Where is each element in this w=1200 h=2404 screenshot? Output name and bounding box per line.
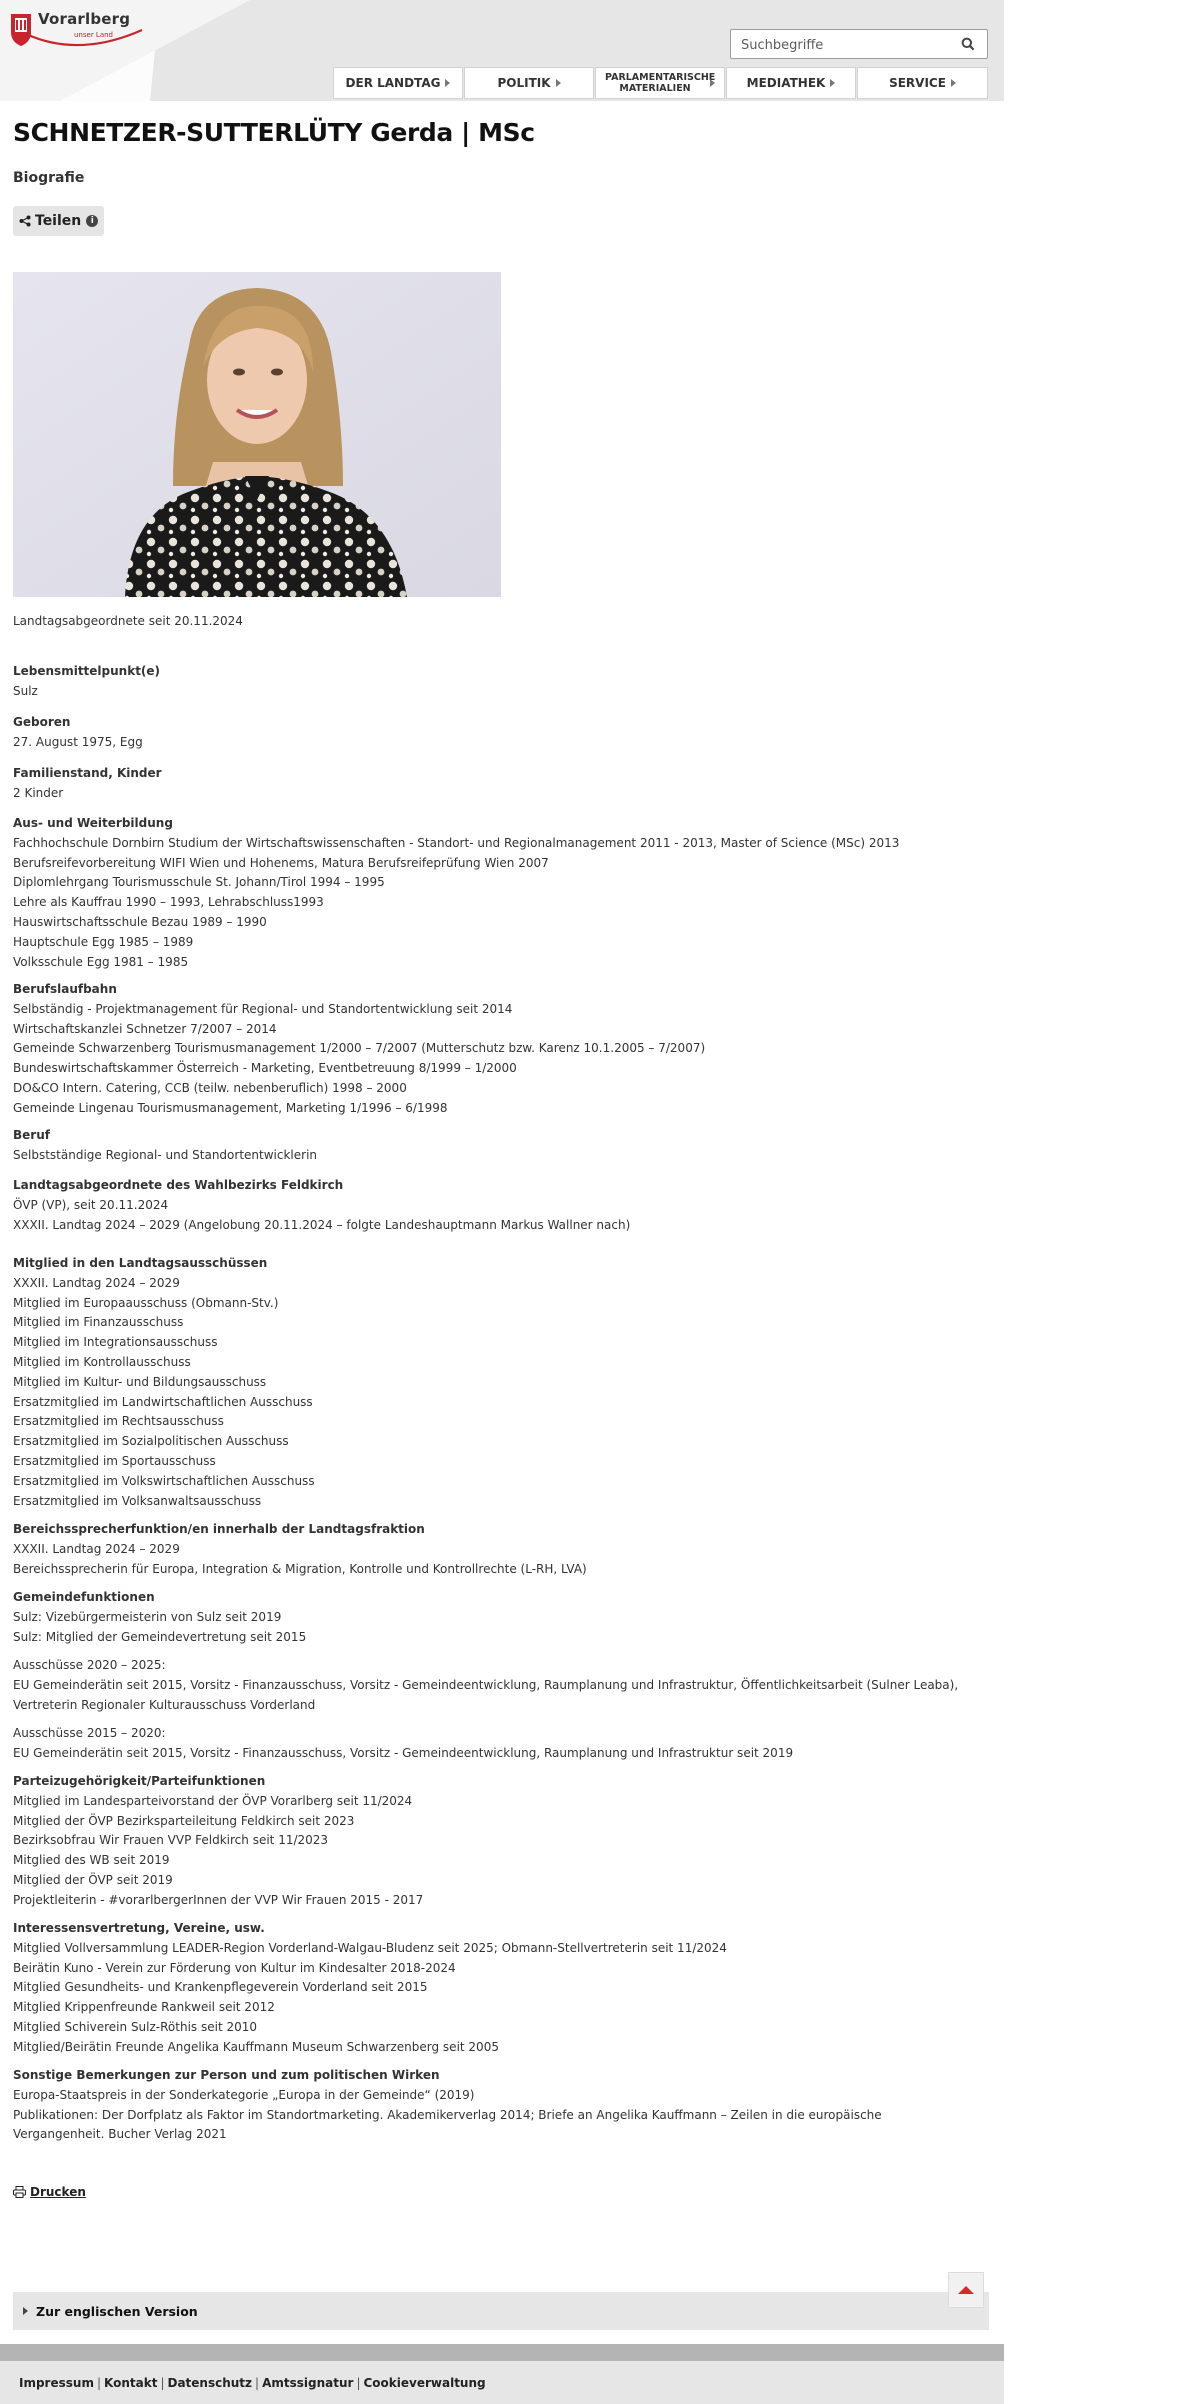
vorarlberg-logo[interactable] [8,8,148,54]
bio-geboren: Geboren 27. August 1975, Egg [13,715,143,749]
print-link[interactable] [13,2185,86,2199]
portrait-image [13,272,501,597]
bio-wahlbezirk: Landtagsabgeordnete des Wahlbezirks Feldkirch ÖVP (VP), seit 20.11.2024 XXXII. Landtag 2024 – 2029 (Angelobung 20.11.2024 – folgte Landeshauptmann Markus Wallner nach) [13,1178,631,1232]
bio-ausbildung: Aus- und Weiterbildung Fachhochschule Dornbirn Studium der Wirtschaftswissenschaften - Standort- und Regionalmanagement 2011 - 2013, Master of Science (MSc) 2013 Berufsreifevorbereitung WIFI Wien und Hohenems, Matura Berufsreifeprüfung Wien 2007 Diplomlehrgang Tourismusschule St. Johann/Tirol 1994 – 1995 Lehre als Kauffrau 1990 – 1993, Lehrabschluss1993 Hauswirtschaftsschule Bezau 1989 – 1990 Hauptschule Egg 1985 – 1989 Volksschule Egg 1981 – 1985 [13,816,900,969]
bio-ausschuesse: Mitglied in den Landtagsausschüssen XXXII. Landtag 2024 – 2029 Mitglied im Europaausschuss (Obmann-Stv.) Mitglied im Finanzausschuss Mitglied im Integrationsausschuss Mitglied im Kontrollausschuss Mitglied im Kultur- und Bildungsausschuss Ersatzmitglied im Landwirtschaftlichen Ausschuss Ersatzmitglied im Rechtsausschuss Ersatzmitglied im Sozialpolitischen Ausschuss Ersatzmitglied im Sportausschuss Ersatzmitglied im Volkswirtschaftlichen Ausschuss Ersatzmitglied im Volksanwaltsausschuss [13,1256,315,1508]
page-subtitle: Biografie [13,170,85,186]
footer-link-cookieverwaltung[interactable]: Cookieverwaltung [363,2375,486,2390]
caret-right-icon [710,79,715,87]
page-title: SCHNETZER-SUTTERLÜTY Gerda | MSc [13,118,535,147]
footer-link-impressum[interactable]: Impressum [19,2375,94,2390]
portrait-photo [13,272,501,597]
site-header [0,0,1004,101]
nav-service[interactable]: SERVICE [857,67,988,99]
footer-link-kontakt[interactable]: Kontakt [104,2375,158,2390]
caret-right-icon [556,79,561,87]
bio-ausschuesse-2020: Ausschüsse 2020 – 2025: EU Gemeinderätin seit 2015, Vorsitz - Finanzausschuss, Vorsitz - Gemeindeentwicklung, Raumplanung und Infrastruktur, Öffentlichkeitsarbeit (Sulner Leaba), Vertreterin Regionaler Kulturausschuss Vorderland [13,1658,959,1712]
logo-brand-text: Vorarlberg [38,10,131,28]
logo-swoosh [24,24,144,54]
print-icon [13,2186,26,2198]
footer-link-amtssignatur[interactable]: Amtssignatur [262,2375,354,2390]
bio-sonstige: Sonstige Bemerkungen zur Person und zum politischen Wirken Europa-Staatspreis in der Sonderkategorie „Europa in der Gemeinde“ (2019) Publikationen: Der Dorfplatz als Faktor im Standortmarketing. Akademikerverlag 2014; Briefe an Angelika Kauffmann – Zeilen in die europäische Vergangenheit. Bucher Verlag 2021 [13,2068,882,2142]
bio-partei: Parteizugehörigkeit/Parteifunktionen Mitglied im Landesparteivorstand der ÖVP Vorarlberg seit 11/2024 Mitglied der ÖVP Bezirksparteileitung Feldkirch seit 2023 Bezirksobfrau Wir Frauen VVP Feldkirch seit 11/2023 Mitglied des WB seit 2019 Mitglied der ÖVP seit 2019 Projektleiterin - #vorarlbergerInnen der VVP Wir Frauen 2015 - 2017 [13,1774,424,1907]
bio-ausschuesse-2015: Ausschüsse 2015 – 2020: EU Gemeinderätin seit 2015, Vorsitz - Finanzausschuss, Vorsitz - Gemeindeentwicklung, Raumplanung und Infrastruktur seit 2019 [13,1726,794,1760]
back-to-top-button[interactable] [948,2272,984,2308]
bio-beruf: Beruf Selbstständige Regional- und Standortentwicklerin [13,1128,318,1162]
search-icon[interactable] [961,37,975,51]
nav-politik[interactable]: POLITIK [464,67,594,99]
logo-tagline: unser Land [74,31,113,39]
footer-band [0,2344,1004,2361]
nav-der-landtag[interactable]: DER LANDTAG [333,67,463,99]
share-button[interactable] [13,206,104,236]
print-label: Drucken [30,2185,86,2199]
footer-link-datenschutz[interactable]: Datenschutz [167,2375,253,2390]
info-icon[interactable]: i [86,215,98,227]
site-footer: Impressum | Kontakt | Datenschutz | Amtssignatur | Cookieverwaltung [0,2361,1004,2404]
bio-gemeindefunktionen: Gemeindefunktionen Sulz: Vizebürgermeisterin von Sulz seit 2019 Sulz: Mitglied der Gemeindevertretung seit 2015 [13,1590,307,1644]
share-icon [19,215,31,227]
search-input[interactable] [739,30,953,60]
bio-bereichssprecher: Bereichssprecherfunktion/en innerhalb der Landtagsfraktion XXXII. Landtag 2024 – 2029 Bereichssprecherin für Europa, Integration & Migration, Kontrolle und Kontrollrechte (L-RH, LVA) [13,1522,587,1576]
bio-vereine: Interessensvertretung, Vereine, usw. Mitglied Vollversammlung LEADER-Region Vorderland-Walgau-Bludenz seit 2025; Obmann-Stellvertreterin seit 11/2024 Beirätin Kuno - Verein zur Förderung von Kultur im Kindesalter 2018-2024 Mitglied Gesundheits- und Krankenpflegeverein Vorderland seit 2015 Mitglied Krippenfreunde Rankweil seit 2012 Mitglied Schiverein Sulz-Röthis seit 2010 Mitglied/Beirätin Freunde Angelika Kauffmann Museum Schwarzenberg seit 2005 [13,1921,727,2054]
caret-right-icon [445,79,450,87]
photo-caption: Landtagsabgeordnete seit 20.11.2024 [13,614,243,628]
nav-mediathek[interactable]: MEDIATHEK [726,67,856,99]
arrow-up-icon [958,2286,974,2294]
nav-parlamentarische-materialien[interactable]: PARLAMENTARISCHE MATERIALIEN [595,67,725,99]
search-box [730,29,988,59]
caret-right-icon [23,2307,28,2315]
english-version-link[interactable] [13,2292,989,2330]
english-version-label: Zur englischen Version [36,2303,198,2319]
share-label: Teilen [35,213,82,229]
bio-familienstand: Familienstand, Kinder 2 Kinder [13,766,162,800]
bio-berufslaufbahn: Berufslaufbahn Selbständig - Projektmanagement für Regional- und Standortentwicklung seit 2014 Wirtschaftskanzlei Schnetzer 7/2007 – 2014 Gemeinde Schwarzenberg Tourismusmanagement 1/2000 – 7/2007 (Mutterschutz bzw. Karenz 10.1.2005 – 7/2007) Bundeswirtschaftskammer Österreich - Marketing, Eventbetreuung 8/1999 – 1/2000 DO&CO Intern. Catering, CCB (teilw. nebenberuflich) 1998 – 2000 Gemeinde Lingenau Tourismusmanagement, Marketing 1/1996 – 6/1998 [13,982,706,1115]
caret-right-icon [951,79,956,87]
bio-lebensmittelpunkt: Lebensmittelpunkt(e) Sulz [13,664,161,698]
caret-right-icon [830,79,835,87]
